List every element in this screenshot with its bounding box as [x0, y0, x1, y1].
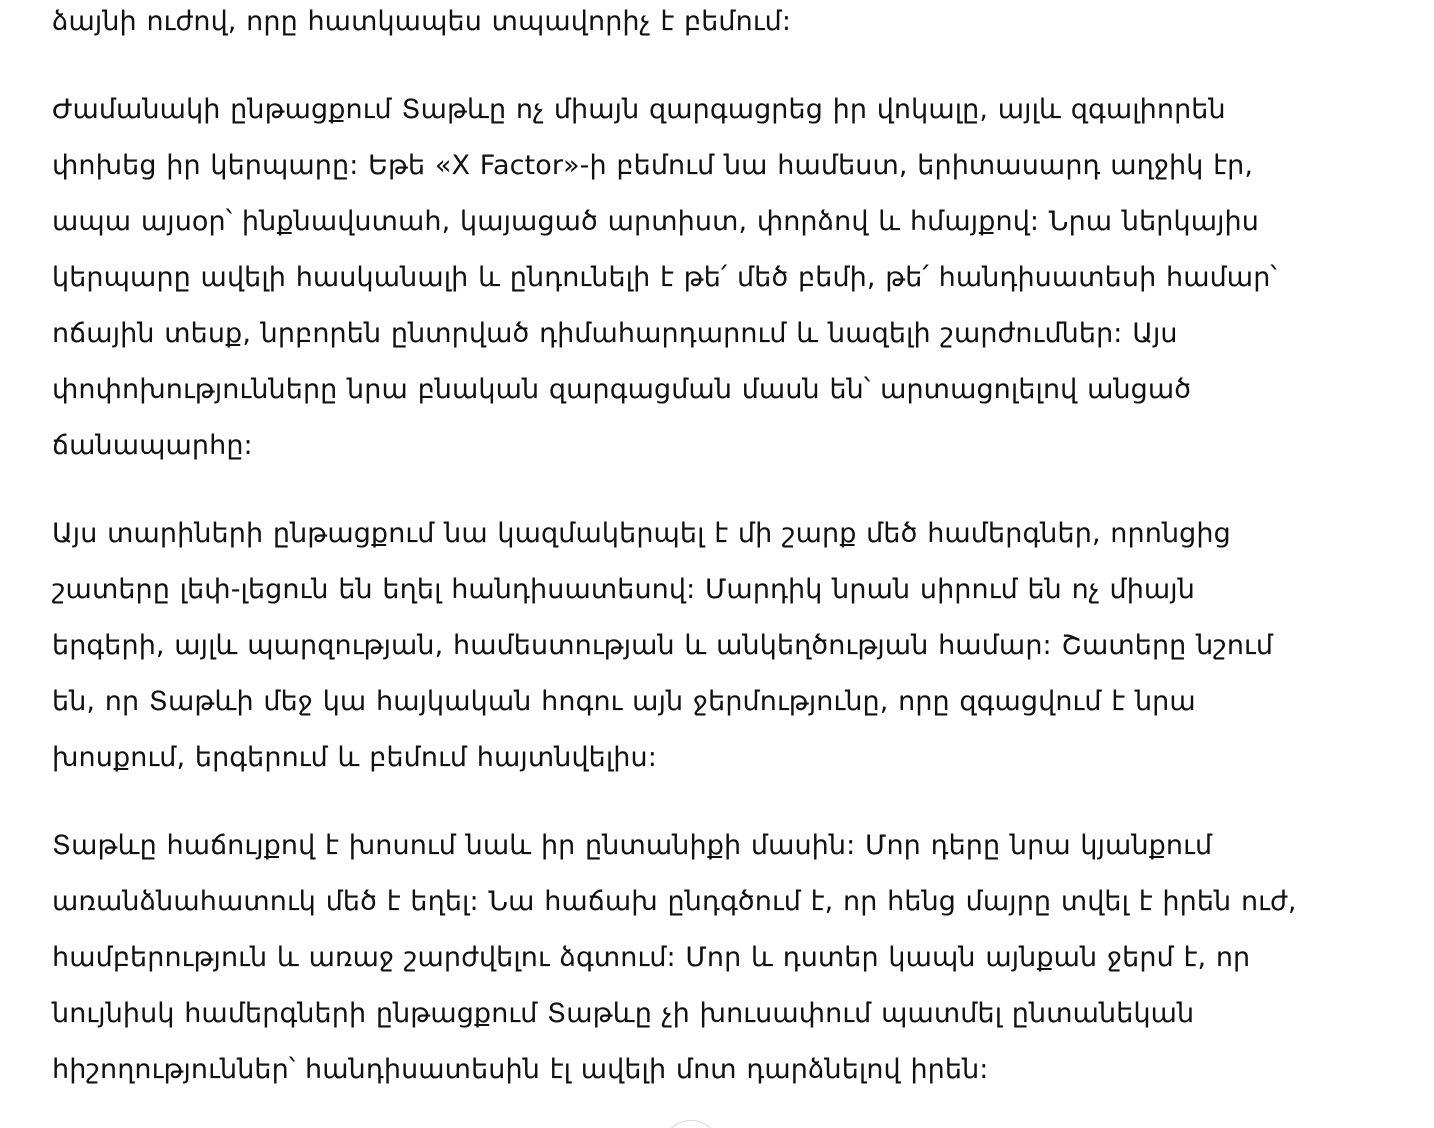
text-line: Ժամանակի ընթացքում Տաթևը ոչ միայն զարգացրեց իր վոկալը, այլև զգալիորեն [52, 94, 1226, 125]
text-line: հիշողություններ՝ հանդիսատեսին էլ ավելի մոտ դարձնելով իրեն: [52, 1054, 989, 1085]
text-line: խոսքում, երգերում և բեմում հայտնվելիս: [52, 742, 657, 773]
text-line: են, որ Տաթևի մեջ կա հայկական հոգու այն ջերմությունը, որը զգացվում է նրա [52, 686, 1196, 717]
text-line: ճանապարհը: [52, 430, 253, 461]
text-line: փոխեց իր կերպարը: Եթե «X Factor»-ի բեմում նա համեստ, երիտասարդ աղջիկ էր, [52, 150, 1254, 181]
text-line: կերպարը ավելի հասկանալի և ընդունելի է թե՛ մեծ բեմի, թե՛ հանդիսատեսի համար՝ [52, 262, 1277, 293]
text-line: Տաթևը հաճույքով է խոսում նաև իր ընտանիքի մասին: Մոր դերը նրա կյանքում [52, 830, 1213, 861]
paragraph-concerts [52, 506, 1273, 786]
text-line: նույնիսկ համերգների ընթացքում Տաթևը չի խուսափում պատմել ընտանեկան [52, 998, 1195, 1029]
paragraph-family [52, 818, 1297, 1098]
scroll-down-button[interactable] [662, 1120, 720, 1128]
text-line: ապա այսօր՝ ինքնավստահ, կայացած արտիստ, փորձով և հմայքով: Նրա ներկայիս [52, 206, 1259, 237]
text-line: Այս տարիների ընթացքում նա կազմակերպել է մի շարք մեծ համերգներ, որոնցից [52, 518, 1231, 549]
text-line: ոճային տեսք, նրբորեն ընտրված դիմահարդարում և նազելի շարժումներ: Այս [52, 318, 1178, 349]
text-line: շատերը լեփ-լեցուն են եղել հանդիսատեսով: Մարդիկ նրան սիրում են ոչ միայն [52, 574, 1195, 605]
text-line: երգերի, այլև պարզության, համեստության և անկեղծության համար: Շատերը նշում [52, 630, 1274, 661]
text-line: համբերություն և առաջ շարժվելու ձգտում: Մոր և դստեր կապն այնքան ջերմ է, որ [52, 942, 1251, 973]
paragraph-image-change [52, 82, 1277, 474]
text-line: փոփոխությունները նրա բնական զարգացման մասն են՝ արտացոլելով անցած [52, 374, 1192, 405]
text-line: ձայնի ուժով, որը հատկապես տպավորիչ է բեմում: [52, 6, 792, 37]
text-line: առանձնահատուկ մեծ է եղել: Նա հաճախ ընդգծում է, որ հենց մայրը տվել է իրեն ուժ, [52, 886, 1297, 917]
paragraph-intro-tail [52, 0, 791, 50]
